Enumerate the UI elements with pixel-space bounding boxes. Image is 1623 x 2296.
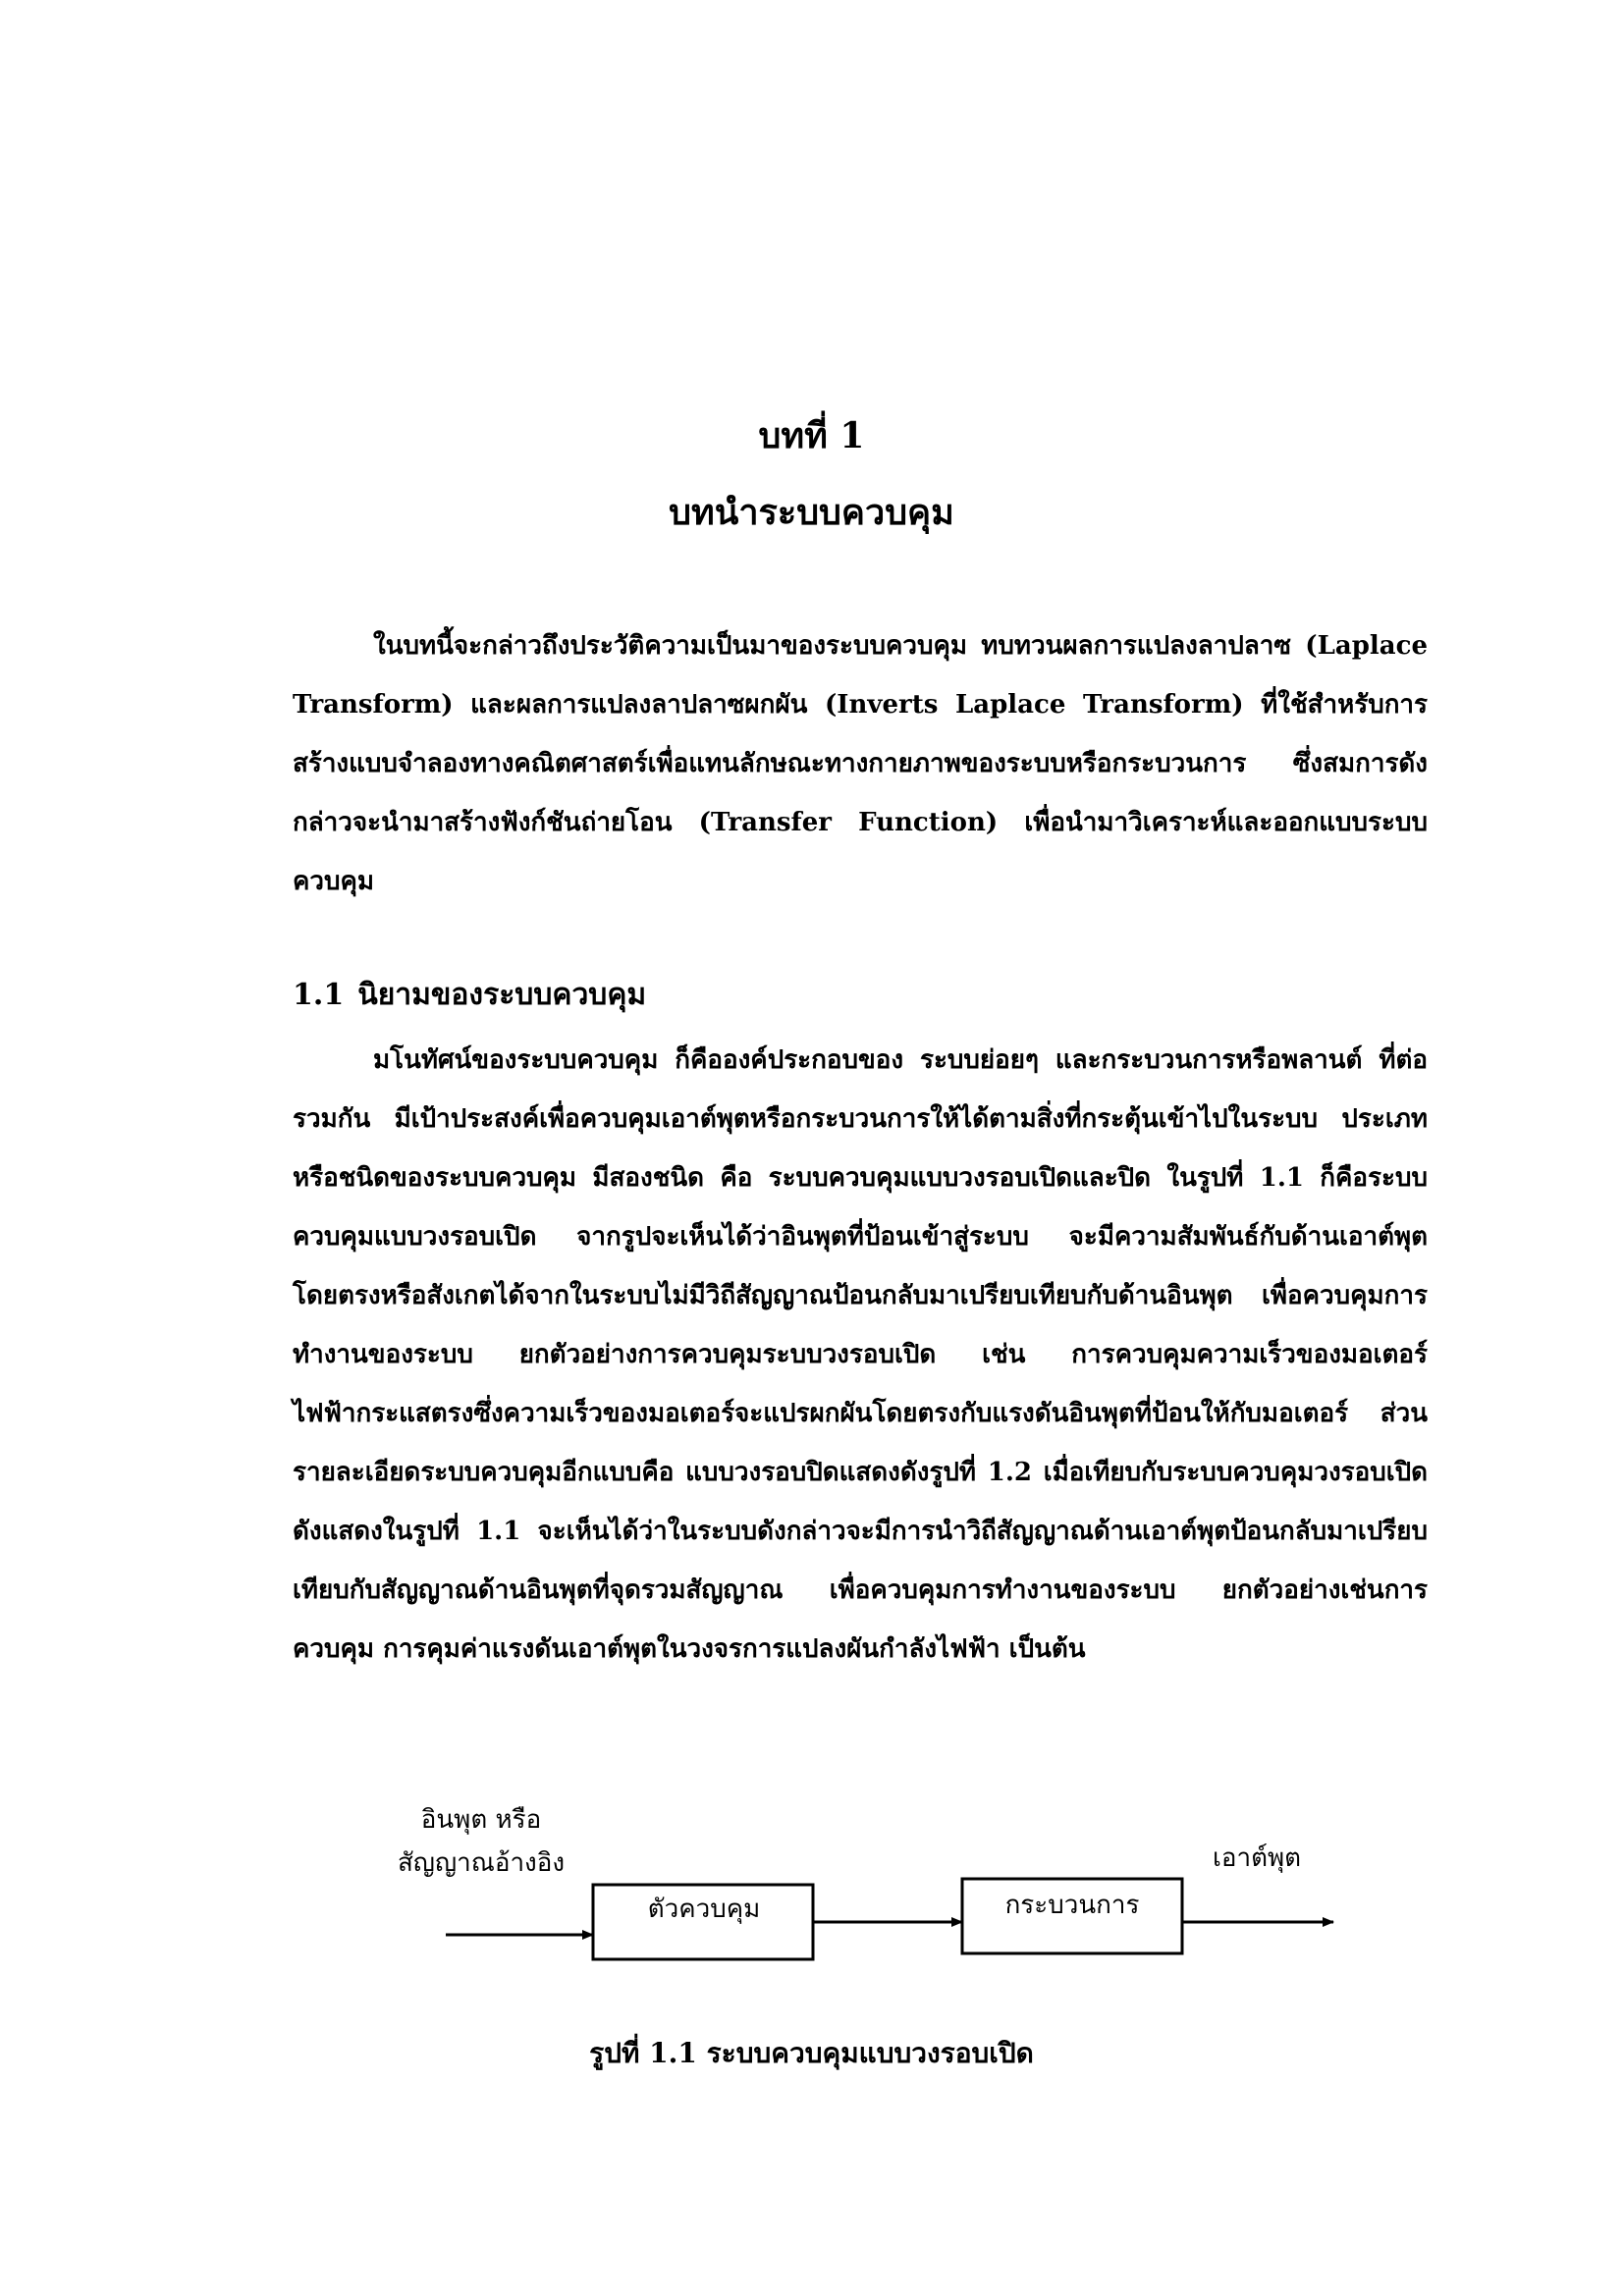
- figure-caption: รูปที่ 1.1 ระบบควบคุมแบบวงรอบเปิด: [589, 2037, 1034, 2069]
- section-heading: [293, 972, 646, 1018]
- chapter-title: บทนำระบบควบคุม: [669, 492, 954, 533]
- section-paragraph: [293, 1031, 1428, 1679]
- controller-label: ตัวควบคุม: [647, 1895, 761, 1924]
- output-label: เอาต์พุต: [1212, 1843, 1301, 1873]
- chapter-number: บทที่ 1: [758, 415, 865, 456]
- intro-paragraph-text: ในบทนี้จะกล่าวถึงประวัติความเป็นมาของระบบควบคุม ทบทวนผลการแปลงลาปลาซ (Laplace Transform) และผลการแปลงลาปลาซผกผัน (Inverts Laplace Transform) ที่ใช้สำหรับการสร้างแบบจำลองทางคณิตศาสตร์เพื่อแทนลักษณะทางกายภาพของระบบหรือกระบวนการ ซึ่งสมการดังกล่าวจะนำมาสร้างฟังก์ชันถ่ายโอน (Transfer Function) เพื่อนำมาวิเคราะห์และออกแบบระบบควบคุม: [293, 631, 1428, 896]
- section-number: 1.1: [293, 978, 345, 1012]
- section-title: นิยามของระบบควบคุม: [357, 978, 647, 1012]
- section-paragraph-text: มโนทัศน์ของระบบควบคุม ก็คือองค์ประกอบของ ระบบย่อยๆ และกระบวนการหรือพลานต์ ที่ต่อรวมกัน มีเป้าประสงค์เพื่อควบคุมเอาต์พุตหรือกระบวนการให้ได้ตามสิ่งที่กระตุ้นเข้าไปในระบบ ประเภทหรือชนิดของระบบควบคุม มีสองชนิด คือ ระบบควบคุมแบบวงรอบเปิดและปิด ในรูปที่ 1.1 ก็คือระบบควบคุมแบบวงรอบเปิด จากรูปจะเห็นได้ว่าอินพุตที่ป้อนเข้าสู่ระบบ จะมีความสัมพันธ์กับด้านเอาต์พุตโดยตรงหรือสังเกตได้จากในระบบไม่มีวิถีสัญญาณป้อนกลับมาเปรียบเทียบกับด้านอินพุต เพื่อควบคุมการทำงานของระบบ ยกตัวอย่างการควบคุมระบบวงรอบเปิด เช่น การควบคุมความเร็วของมอเตอร์ไฟฟ้ากระแสตรงซึ่งความเร็วของมอเตอร์จะแปรผกผันโดยตรงกับแรงดันอินพุตที่ป้อนให้กับมอเตอร์ ส่วนรายละเอียดระบบควบคุมอีกแบบคือ แบบวงรอบปิดแสดงดังรูปที่ 1.2 เมื่อเทียบกับระบบควบคุมวงรอบเปิดดังแสดงในรูปที่ 1.1 จะเห็นได้ว่าในระบบดังกล่าวจะมีการนำวิถีสัญญาณด้านเอาต์พุตป้อนกลับมาเปรียบเทียบกับสัญญาณด้านอินพุตที่จุดรวมสัญญาณ เพื่อควบคุมการทำงานของระบบ ยกตัวอย่างเช่นการควบคุม การคุมค่าแรงดันเอาต์พุตในวงจรการแปลงผันกำลังไฟฟ้า เป็นต้น: [293, 1045, 1428, 1664]
- intro-paragraph: [293, 616, 1428, 911]
- input-label-line2: สัญญาณอ้างอิง: [397, 1848, 566, 1878]
- open-loop-block-diagram: [373, 1798, 1355, 1995]
- process-label: กระบวนการ: [1004, 1891, 1140, 1920]
- input-label-line1: อินพุต หรือ: [420, 1805, 542, 1835]
- input-label: [383, 1798, 579, 1885]
